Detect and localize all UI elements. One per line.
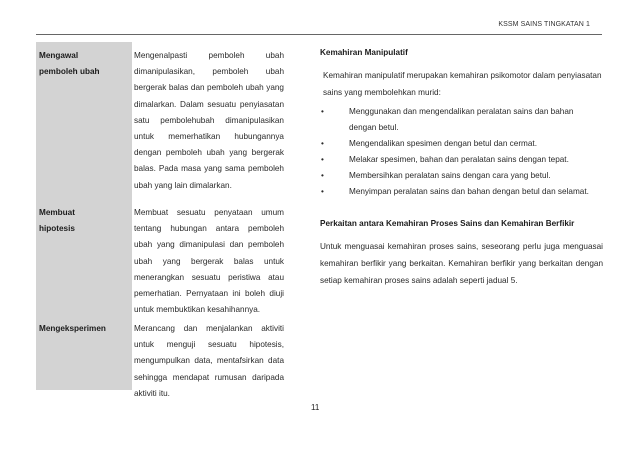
term-cell: Membuat hipotesis <box>36 199 132 315</box>
section-title-relationship: Perkaitan antara Kemahiran Proses Sains dan Kemahiran Berfikir <box>320 219 575 228</box>
header-rule <box>36 34 602 35</box>
term-cell: Mengeksperimen <box>36 315 132 390</box>
skills-table <box>36 42 284 398</box>
list-item-text: Menggunakan dan mengendalikan peralatan sains dan bahan dengan betul. <box>349 107 574 132</box>
intro-paragraph: Kemahiran manipulatif merupakan kemahiran psikomotor dalam penyiasatan sains yang membolehkan murid: <box>323 71 602 97</box>
list-item <box>320 136 603 152</box>
section-title-manipulative: Kemahiran Manipulatif <box>320 48 408 57</box>
running-header: KSSM SAINS TINGKATAN 1 <box>498 21 590 28</box>
body-paragraph: Untuk menguasai kemahiran proses sains, seseorang perlu juga menguasai kemahiran berfikir yang berkaitan. Kemahiran berfikir yang berkaitan dengan setiap kemahiran proses sains adalah seperti jadual 5. <box>320 242 603 285</box>
table-row <box>36 315 284 398</box>
description-cell: Merancang dan menjalankan aktiviti untuk menguji sesuatu hipotesis, mengumpulkan data, mentafsirkan data sehingga mendapat rumusan daripada aktiviti itu. <box>134 324 284 398</box>
bullet-list <box>320 104 603 200</box>
list-item-text: Membersihkan peralatan sains dengan cara yang betul. <box>349 171 551 180</box>
page-number: 11 <box>311 403 320 412</box>
bullet-icon: • <box>321 171 324 180</box>
list-item <box>320 152 603 168</box>
bullet-icon: • <box>321 107 324 116</box>
bullet-icon: • <box>321 187 324 196</box>
list-item <box>320 184 603 200</box>
table-row <box>36 42 284 199</box>
list-item-text: Menyimpan peralatan sains dan bahan dengan betul dan selamat. <box>349 187 589 196</box>
list-item <box>320 104 603 136</box>
description-cell: Membuat sesuatu penyataan umum tentang hubungan antara pemboleh ubah yang dimanipulasi dan pemboleh ubah yang bergerak balas untuk menerangkan sesuatu peristiwa atau pemerhatian. Pernyataan ini boleh diuji untuk membuktikan kesahihannya. <box>134 208 284 315</box>
right-column <box>320 42 603 289</box>
description-cell: Mengenalpasti pemboleh ubah dimanipulasikan, pemboleh ubah bergerak balas dan pemboleh ubah yang dimalarkan. Dalam sesuatu penyiasatan satu pembolehubah dimanipulasikan untuk memerhatikan hubungannya dengan pemboleh ubah yang bergerak balas. Pada masa yang sama pemboleh ubah yang lain dimalarkan. <box>134 51 284 190</box>
bullet-icon: • <box>321 139 324 148</box>
list-item <box>320 168 603 184</box>
bullet-icon: • <box>321 155 324 164</box>
list-item-text: Melakar spesimen, bahan dan peralatan sains dengan tepat. <box>349 155 569 164</box>
list-item-text: Mengendalikan spesimen dengan betul dan cermat. <box>349 139 537 148</box>
term-cell: Mengawal pemboleh ubah <box>36 42 132 199</box>
table-row <box>36 199 284 315</box>
